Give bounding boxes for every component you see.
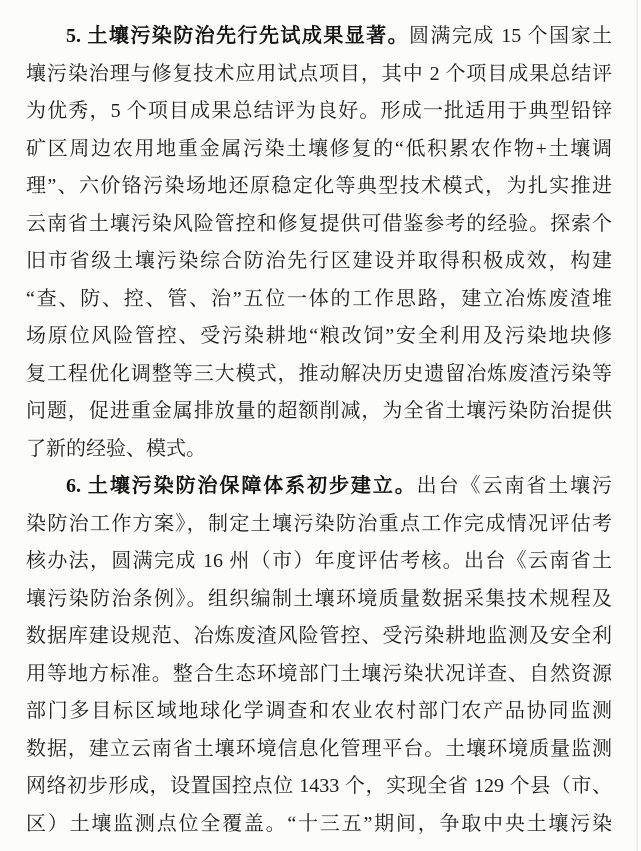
text-segment: 圆满完成 15 个国家土 <box>409 25 612 47</box>
text-line: 数据，建立云南省土壤环境信息化管理平台。土壤环境质量监测 <box>26 737 612 760</box>
text-line: 核办法，圆满完成 16 州（市）年度评估考核。出台《云南省土 <box>26 550 612 572</box>
text-line: “查、防、控、管、治”五位一体的工作思路，建立冶炼废渣堆 <box>26 287 612 310</box>
text-line: 了新的经验、模式。 <box>26 437 206 460</box>
text-line: 云南省土壤污染风险管控和修复提供可借鉴参考的经验。探索个 <box>26 212 612 235</box>
text-line: 问题，促进重金属排放量的超额削减，为全省土壤污染防治提供 <box>26 400 612 422</box>
text-line: 网络初步形成，设置国控点位 1433 个，实现全省 129 个县（市、 <box>26 775 612 797</box>
scan-edge-shadow <box>635 0 638 851</box>
text-line: 旧市省级土壤污染综合防治先行区建设并取得积极成效，构建 <box>26 250 612 272</box>
text-line: 区）土壤监测点位全覆盖。“十三五”期间，争取中央土壤污染 <box>26 812 612 835</box>
paragraph-heading: 6. 土壤污染防治保障体系初步建立。 <box>66 475 417 497</box>
text-line: 壤污染防治条例》。组织编制土壤环境质量数据采集技术规程及 <box>26 587 612 610</box>
text-line: 染防治工作方案》，制定土壤污染防治重点工作完成情况评估考 <box>26 512 612 535</box>
text-line: 为优秀，5 个项目成果总结评为良好。形成一批适用于典型铅锌 <box>26 100 612 122</box>
text-line: 理”、六价铬污染场地还原稳定化等典型技术模式，为扎实推进 <box>26 175 612 197</box>
text-line <box>26 18 612 56</box>
paragraph-5 <box>26 18 612 468</box>
text-line: 数据库建设规范、冶炼废渣风险管控、受污染耕地监测及安全利 <box>26 625 612 647</box>
text-line <box>26 468 612 506</box>
text-line: 用等地方标准。整合生态环境部门土壤污染状况详查、自然资源 <box>26 662 612 685</box>
text-line: 部门多目标区域地球化学调查和农业农村部门农产品协同监测 <box>26 700 612 722</box>
text-line: 场原位风险管控、受污染耕地“粮改饲”安全利用及污染地块修 <box>26 325 612 347</box>
text-line: 壤污染治理与修复技术应用试点项目，其中 2 个项目成果总结评 <box>26 62 612 85</box>
paragraph-6 <box>26 468 612 843</box>
text-line: 矿区周边农用地重金属污染土壤修复的“低积累农作物+土壤调 <box>26 137 612 160</box>
paragraph-heading: 5. 土壤污染防治先行先试成果显著。 <box>66 25 410 47</box>
text-line: 复工程优化调整等三大模式，推动解决历史遗留冶炼废渣污染等 <box>26 362 612 385</box>
text-segment: 出台《云南省土壤污 <box>416 475 612 497</box>
